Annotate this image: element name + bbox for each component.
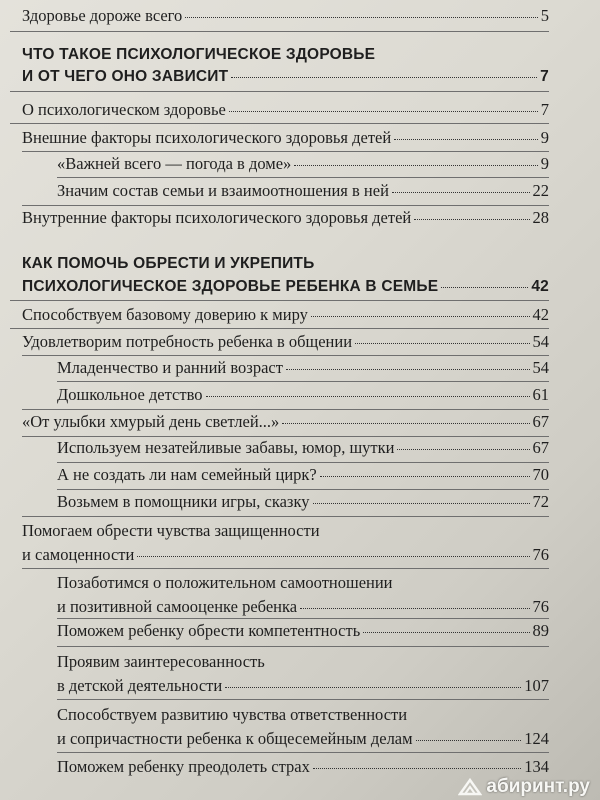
leader-dots — [313, 503, 530, 504]
toc-section-psychological-health — [22, 44, 549, 88]
toc-separator-line — [57, 489, 549, 490]
toc-page-number: 9 — [540, 128, 549, 147]
toc-subentry — [57, 438, 549, 458]
toc-subentry — [57, 571, 549, 619]
leader-dots — [441, 287, 528, 288]
toc-entry — [22, 332, 549, 352]
leader-dots — [286, 369, 530, 370]
leader-dots — [363, 632, 529, 633]
toc-subentry — [57, 358, 549, 378]
toc-page-number: 70 — [532, 465, 549, 484]
toc-subentry — [57, 703, 549, 751]
toc-entry-title: «Важней всего — погода в доме» — [57, 154, 292, 173]
leader-dots — [394, 139, 538, 140]
leader-dots — [397, 449, 529, 450]
toc-entry-title: «От улыбки хмурый день светлей...» — [22, 412, 280, 431]
toc-page-number: 124 — [524, 729, 549, 748]
leader-dots — [414, 219, 529, 220]
toc-page-number: 22 — [532, 181, 549, 200]
toc-entry-title: Удовлетворим потребность ребенка в общении — [22, 332, 353, 351]
toc-page-number: 54 — [532, 358, 549, 377]
toc-page-number: 9 — [540, 154, 549, 173]
toc-separator-line — [10, 123, 549, 124]
toc-page-number: 42 — [532, 305, 549, 324]
toc-separator-line — [57, 177, 549, 178]
toc-entry — [22, 128, 549, 148]
toc-separator-line — [57, 646, 549, 647]
toc-entry-title: Способствуем базовому доверию к миру — [22, 305, 308, 324]
toc-subentry — [57, 385, 549, 405]
toc-page-number: 89 — [532, 621, 549, 640]
toc-page-number: 7 — [540, 68, 549, 85]
toc-page-number: 67 — [532, 438, 549, 457]
labyrinth-logo-icon — [458, 777, 482, 797]
watermark-labirint — [458, 776, 590, 798]
leader-dots — [225, 687, 521, 688]
watermark-text: абиринт.ру — [486, 776, 590, 797]
toc-entry-title: Внутренние факторы психологического здоровья детей — [22, 208, 412, 227]
toc-entry-title-line1: Помогаем обрести чувства защищенности — [22, 521, 320, 540]
toc-subentry — [57, 650, 549, 698]
leader-dots — [311, 316, 530, 317]
toc-separator-line — [10, 91, 549, 92]
toc-entry-title: Поможем ребенку преодолеть страх — [57, 757, 310, 776]
toc-entry — [22, 519, 549, 567]
toc-entry-health-above-all — [22, 6, 549, 26]
toc-page-number: 28 — [532, 208, 549, 227]
toc-entry-title: Поможем ребенку обрести компетентность — [57, 621, 361, 640]
toc-entry-title: А не создать ли нам семейный цирк? — [57, 465, 317, 484]
toc-subentry — [57, 154, 549, 174]
toc-page-number: 5 — [540, 6, 549, 25]
toc-page-number: 72 — [532, 492, 549, 511]
leader-dots — [300, 608, 529, 609]
toc-entry-title: Дошкольное детство — [57, 385, 203, 404]
toc-section-title-line1: ЧТО ТАКОЕ ПСИХОЛОГИЧЕСКОЕ ЗДОРОВЬЕ — [22, 46, 376, 63]
leader-dots — [185, 17, 537, 18]
toc-subentry — [57, 181, 549, 201]
toc-separator-line — [57, 381, 549, 382]
toc-separator-line — [22, 151, 549, 152]
toc-section-title-line1: КАК ПОМОЧЬ ОБРЕСТИ И УКРЕПИТЬ — [22, 255, 315, 272]
toc-subentry — [57, 492, 549, 512]
toc-section-title-line2: И ОТ ЧЕГО ОНО ЗАВИСИТ — [22, 68, 229, 85]
toc-entry-title-line2: и сопричастности ребенка к общесемейным делам — [57, 729, 413, 748]
toc-page-number: 54 — [532, 332, 549, 351]
toc-page-number: 61 — [532, 385, 549, 404]
toc-separator-line — [22, 436, 549, 437]
leader-dots — [392, 192, 530, 193]
toc-entry-title: Здоровье дороже всего — [22, 6, 183, 25]
toc-entry — [22, 208, 549, 228]
toc-separator-line — [22, 409, 549, 410]
toc-entry — [22, 100, 549, 120]
toc-entry-title: Используем незатейливые забавы, юмор, шутки — [57, 438, 395, 457]
toc-page-number: 107 — [524, 676, 549, 695]
toc-page-number: 7 — [540, 100, 549, 119]
toc-section-title-line2: ПСИХОЛОГИЧЕСКОЕ ЗДОРОВЬЕ РЕБЕНКА В СЕМЬЕ — [22, 278, 439, 295]
toc-entry-title: Младенчество и ранний возраст — [57, 358, 283, 377]
toc-subentry — [57, 757, 549, 777]
leader-dots — [206, 396, 530, 397]
toc-separator-line — [57, 462, 549, 463]
toc-entry-title-line1: Проявим заинтересованность — [57, 652, 265, 671]
toc-entry — [22, 305, 549, 325]
leader-dots — [282, 423, 529, 424]
toc-separator-line — [10, 31, 549, 32]
toc-entry-title: О психологическом здоровье — [22, 100, 226, 119]
leader-dots — [320, 476, 530, 477]
toc-separator-line — [57, 618, 549, 619]
toc-page-number: 134 — [524, 757, 549, 776]
toc-entry-title-line2: в детской деятельности — [57, 676, 223, 695]
toc-entry-title-line1: Способствуем развитию чувства ответственности — [57, 705, 408, 724]
leader-dots — [416, 740, 522, 741]
leader-dots — [229, 111, 538, 112]
toc-entry-title-line2: и самоценности — [22, 545, 135, 564]
leader-dots — [294, 165, 537, 166]
toc-separator-line — [57, 699, 549, 700]
toc-entry-title-line1: Позаботимся о положительном самоотношении — [57, 573, 393, 592]
toc-separator-line — [57, 752, 549, 753]
toc-separator-line — [22, 516, 549, 517]
toc-page-number: 67 — [532, 412, 549, 431]
toc-entry-title-line2: и позитивной самооценке ребенка — [57, 597, 298, 616]
toc-subentry — [57, 621, 549, 641]
toc-page-number: 42 — [531, 278, 549, 295]
toc-entry-title: Возьмем в помощники игры, сказку — [57, 492, 310, 511]
toc-section-strengthen-health — [22, 252, 549, 298]
leader-dots — [355, 343, 529, 344]
toc-separator-line — [10, 300, 549, 301]
leader-dots — [137, 556, 529, 557]
toc-subentry — [57, 465, 549, 485]
leader-dots — [313, 768, 521, 769]
toc-entry-title: Значим состав семьи и взаимоотношения в ней — [57, 181, 389, 200]
toc-separator-line — [22, 568, 549, 569]
toc-page-number: 76 — [532, 597, 549, 616]
toc-separator-line — [22, 205, 549, 206]
toc-separator-line — [22, 355, 549, 356]
leader-dots — [231, 77, 537, 78]
toc-separator-line — [10, 328, 549, 329]
toc-entry-title: Внешние факторы психологического здоровья детей — [22, 128, 392, 147]
toc-entry — [22, 412, 549, 432]
toc-page-number: 76 — [532, 545, 549, 564]
